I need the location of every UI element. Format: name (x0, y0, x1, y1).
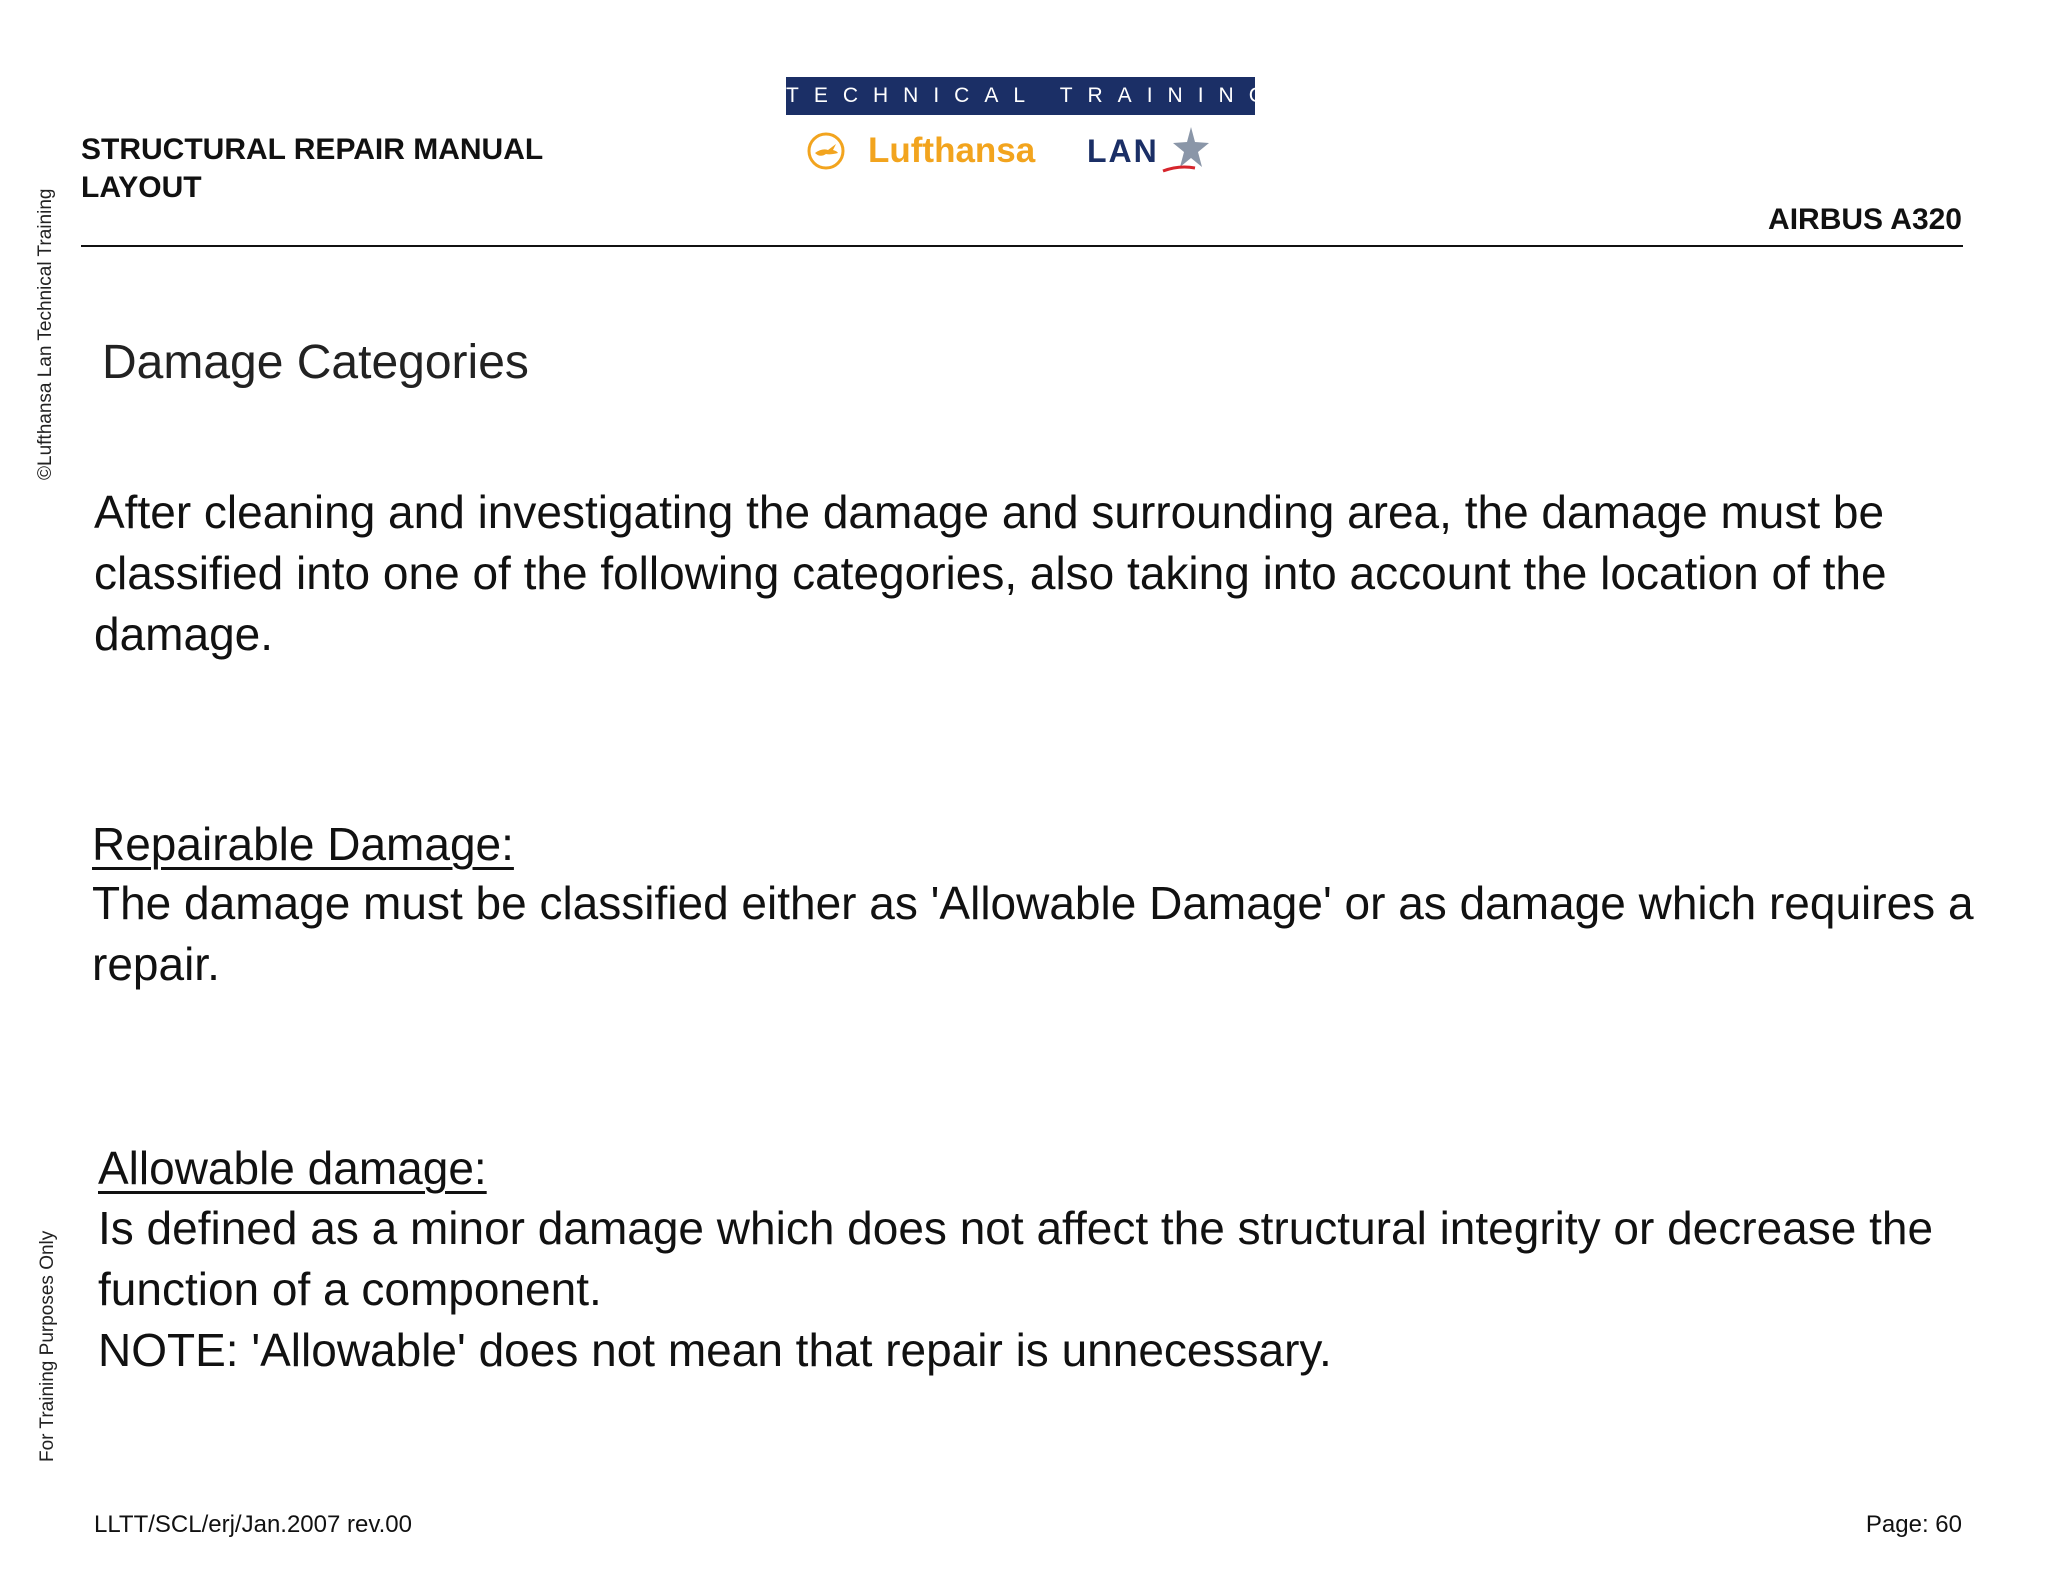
training-purposes-side-label: For Training Purposes Only (37, 1230, 58, 1462)
lufthansa-logo (806, 127, 1035, 175)
allowable-damage-definition: Is defined as a minor damage which does not affect the structural integrity or decrease the function of a component. (98, 1202, 1934, 1315)
copyright-side-label: ©Lufthansa Lan Technical Training (35, 188, 56, 480)
technical-training-banner: TECHNICAL TRAINING (786, 77, 1255, 115)
allowable-damage-heading: Allowable damage: (98, 1142, 487, 1194)
lufthansa-wordmark: Lufthansa (868, 131, 1036, 170)
allowable-damage-block (98, 1198, 1958, 1381)
manual-title-line1: STRUCTURAL REPAIR MANUAL (81, 133, 544, 166)
lan-logo (1087, 125, 1211, 177)
manual-title-line2: LAYOUT (81, 171, 202, 204)
manual-title (81, 131, 543, 207)
allowable-damage-note: NOTE: 'Allowable' does not mean that repair is unnecessary. (98, 1324, 1332, 1376)
lan-wordmark: LAN (1087, 132, 1159, 169)
repairable-damage-text: The damage must be classified either as 'Allowable Damage' or as damage which requires a repair. (92, 877, 1974, 990)
lan-star-icon (1161, 125, 1211, 177)
page-title: Damage Categories (102, 336, 529, 389)
document-reference: LLTT/SCL/erj/Jan.2007 rev.00 (94, 1511, 412, 1538)
header-divider (81, 245, 1963, 247)
page-number: Page: 60 (1865, 1511, 1962, 1538)
repairable-damage-heading: Repairable Damage: (92, 818, 514, 870)
intro-paragraph: After cleaning and investigating the damage and surrounding area, the damage must be classified into one of the following categories, also taking into account the location of the damage. (94, 486, 1887, 660)
aircraft-type: AIRBUS A320 (1768, 203, 1962, 236)
lufthansa-crane-icon (806, 131, 846, 171)
